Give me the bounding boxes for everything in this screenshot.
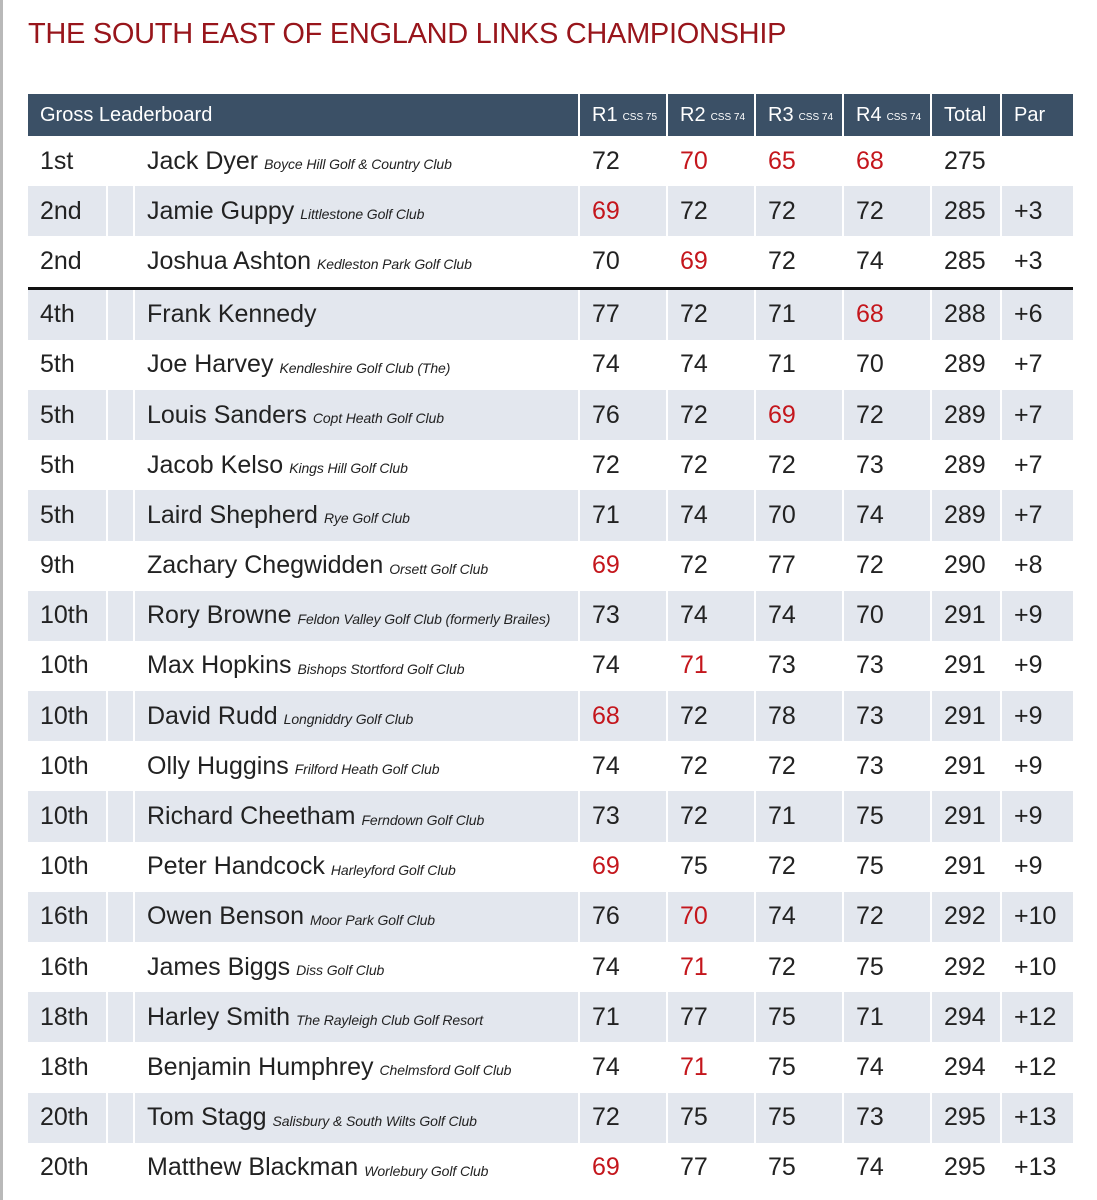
round-1-score: 71 (580, 992, 668, 1042)
header-round-4 (844, 94, 932, 136)
club-name: Salisbury & South Wilts Golf Club (272, 1112, 477, 1129)
position-cell: 10th (28, 691, 108, 741)
par-score: +9 (1014, 802, 1043, 831)
table-row (28, 290, 1073, 340)
player-name: David Rudd (147, 701, 278, 730)
par-score: +7 (1014, 400, 1043, 429)
player-name: Rory Browne (147, 601, 292, 630)
round-4-score: 70 (856, 350, 884, 379)
club-name: Littlestone Golf Club (300, 206, 425, 223)
round-3-score: 75 (768, 1052, 796, 1081)
par-score: +12 (1014, 1052, 1057, 1081)
club-name: Feldon Valley Golf Club (formerly Brailes) (297, 610, 551, 627)
table-row (28, 691, 1073, 741)
position-cell: 5th (28, 490, 108, 540)
round-1-score: 74 (592, 751, 620, 780)
round-2-score: 74 (668, 490, 756, 540)
round-4-score: 74 (856, 1153, 884, 1182)
page-title: THE SOUTH EAST OF ENGLAND LINKS CHAMPIONSHIP (28, 18, 787, 50)
round-1-score: 74 (592, 350, 620, 379)
page-edge (0, 0, 3, 1200)
round-2-score: 72 (680, 551, 708, 580)
round-2-score: 71 (680, 952, 708, 981)
player-cell (135, 1143, 580, 1193)
round-2-score: 69 (680, 246, 708, 275)
club-name: Orsett Golf Club (389, 560, 489, 577)
table-row (28, 791, 1073, 841)
club-name: Moor Park Golf Club (310, 911, 435, 928)
player-cell (135, 741, 580, 791)
table-row (28, 340, 1073, 390)
spacer-cell (108, 791, 135, 841)
round-3-score: 72 (768, 852, 796, 881)
spacer-cell (108, 390, 135, 440)
table-row (28, 892, 1073, 942)
par-score: +3 (1014, 196, 1043, 225)
round-1-score: 72 (580, 1093, 668, 1143)
total-score: 289 (932, 490, 1002, 540)
round-css: CSS 74 (798, 112, 834, 123)
round-4-score: 73 (856, 450, 884, 479)
table-row (28, 490, 1073, 540)
par-score: +9 (1014, 651, 1043, 680)
player-name: Benjamin Humphrey (147, 1052, 374, 1081)
round-2-score: 70 (668, 892, 756, 942)
round-3-score: 71 (768, 350, 796, 379)
round-1-score: 74 (592, 651, 620, 680)
spacer-cell (108, 992, 135, 1042)
round-1-score: 74 (592, 1052, 620, 1081)
position-cell: 5th (40, 350, 75, 379)
table-row (28, 942, 1073, 992)
player-name: Richard Cheetham (147, 802, 356, 831)
total-score: 291 (932, 691, 1002, 741)
player-cell (135, 641, 580, 691)
par-score: +13 (1014, 1103, 1057, 1132)
par-score: +9 (1014, 751, 1043, 780)
spacer-cell (108, 842, 135, 892)
spacer-cell (108, 1042, 135, 1092)
position-cell: 18th (28, 992, 108, 1042)
total-score: 291 (944, 651, 986, 680)
spacer-cell (108, 691, 135, 741)
par-score: +7 (1014, 500, 1043, 529)
table-header (28, 94, 1073, 136)
table-row (28, 1042, 1073, 1092)
round-2-score: 72 (680, 751, 708, 780)
player-name: Frank Kennedy (147, 300, 317, 329)
spacer-cell (108, 641, 135, 691)
table-row (28, 440, 1073, 490)
round-3-score: 72 (768, 450, 796, 479)
player-cell (135, 1093, 580, 1143)
club-name: Worlebury Golf Club (364, 1162, 489, 1179)
club-name: Copt Heath Golf Club (312, 410, 444, 427)
position-cell: 10th (40, 651, 89, 680)
round-3-score: 75 (756, 1093, 844, 1143)
player-cell (135, 942, 580, 992)
position-cell: 2nd (28, 186, 108, 236)
club-name: Kendleshire Golf Club (The) (279, 359, 451, 376)
par-score: +9 (1014, 601, 1043, 630)
header-round-1 (580, 94, 668, 136)
player-name: Joshua Ashton (147, 246, 312, 275)
total-score: 292 (932, 892, 1002, 942)
round-1-score: 71 (580, 490, 668, 540)
round-label: R1 (592, 103, 618, 126)
round-label: R4 (856, 103, 882, 126)
player-name: James Biggs (147, 952, 291, 981)
player-cell (135, 842, 580, 892)
round-2-score: 74 (668, 591, 756, 641)
player-name: Peter Handcock (147, 852, 325, 881)
par-score: +10 (1014, 902, 1057, 931)
round-3-score: 78 (756, 691, 844, 741)
player-cell (135, 691, 580, 741)
round-2-score: 71 (680, 651, 708, 680)
position-cell: 10th (40, 852, 89, 881)
round-4-score: 75 (844, 791, 932, 841)
spacer-cell (108, 1093, 135, 1143)
total-score: 294 (944, 1052, 986, 1081)
round-1-score: 72 (592, 450, 620, 479)
round-2-score: 75 (668, 1093, 756, 1143)
par-score: +13 (1014, 1153, 1057, 1182)
round-4-score: 72 (856, 551, 884, 580)
spacer-cell (108, 440, 135, 490)
round-3-score: 71 (756, 290, 844, 340)
round-label: R3 (768, 103, 794, 126)
player-cell (135, 490, 580, 540)
round-2-score: 72 (668, 791, 756, 841)
table-row (28, 741, 1073, 791)
player-name: Olly Huggins (147, 751, 289, 780)
round-3-score: 65 (768, 146, 796, 175)
table-row (28, 1093, 1073, 1143)
player-cell (135, 791, 580, 841)
table-row (28, 390, 1073, 440)
total-score: 289 (944, 450, 986, 479)
par-score: +7 (1014, 350, 1043, 379)
position-cell: 10th (40, 751, 89, 780)
round-2-score: 77 (680, 1153, 708, 1182)
round-3-score: 71 (756, 791, 844, 841)
position-cell: 10th (28, 591, 108, 641)
spacer-cell (108, 591, 135, 641)
position-cell: 4th (28, 290, 108, 340)
round-4-score: 71 (844, 992, 932, 1042)
round-3-score: 74 (756, 591, 844, 641)
club-name: Boyce Hill Golf & Country Club (264, 156, 452, 173)
table-row (28, 541, 1073, 591)
spacer-cell (108, 942, 135, 992)
position-cell: 1st (40, 146, 74, 175)
position-cell: 2nd (40, 246, 82, 275)
total-score: 291 (944, 751, 986, 780)
position-cell: 10th (28, 791, 108, 841)
round-3-score: 70 (756, 490, 844, 540)
player-cell (135, 1042, 580, 1092)
club-name: Rye Golf Club (323, 510, 410, 527)
player-name: Matthew Blackman (147, 1153, 359, 1182)
round-1-score: 76 (580, 390, 668, 440)
spacer-cell (108, 186, 135, 236)
club-name: Longniddry Golf Club (283, 711, 414, 728)
round-4-score: 70 (844, 591, 932, 641)
club-name: Kings Hill Golf Club (289, 460, 408, 477)
par-score: +12 (1014, 1002, 1057, 1031)
total-score: 291 (932, 791, 1002, 841)
position-cell: 5th (28, 390, 108, 440)
spacer-cell (108, 290, 135, 340)
round-2-score: 72 (668, 290, 756, 340)
round-label: R2 (680, 103, 706, 126)
position-cell: 16th (28, 892, 108, 942)
position-cell: 20th (28, 1093, 108, 1143)
club-name: Bishops Stortford Golf Club (297, 660, 465, 677)
player-cell (135, 186, 580, 236)
table-row (28, 236, 1073, 289)
round-1-score: 76 (580, 892, 668, 942)
club-name: Chelmsford Golf Club (379, 1062, 512, 1079)
total-score: 288 (932, 290, 1002, 340)
round-1-score: 73 (580, 591, 668, 641)
header-round-3 (756, 94, 844, 136)
round-4-score: 74 (856, 246, 884, 275)
round-3-score: 72 (756, 186, 844, 236)
player-name: Zachary Chegwidden (147, 551, 384, 580)
position-cell: 5th (40, 450, 75, 479)
spacer-cell (108, 892, 135, 942)
round-2-score: 77 (668, 992, 756, 1042)
round-4-score: 75 (856, 852, 884, 881)
round-2-score: 70 (680, 146, 708, 175)
total-score: 289 (944, 350, 986, 379)
leaderboard-table (28, 94, 1073, 1193)
table-row (28, 992, 1073, 1042)
round-1-score: 69 (592, 852, 620, 881)
round-1-score: 68 (580, 691, 668, 741)
position-cell: 18th (40, 1052, 89, 1081)
round-4-score: 74 (844, 490, 932, 540)
spacer-cell (108, 136, 135, 186)
position-cell: 16th (40, 952, 89, 981)
round-4-score: 72 (844, 186, 932, 236)
player-cell (135, 992, 580, 1042)
par-score: +9 (1014, 852, 1043, 881)
total-score: 285 (944, 246, 986, 275)
round-4-score: 75 (856, 952, 884, 981)
table-row (28, 842, 1073, 892)
club-name: Kedleston Park Golf Club (317, 256, 472, 273)
round-css: CSS 74 (886, 112, 922, 123)
total-score: 292 (944, 952, 986, 981)
club-name: Ferndown Golf Club (361, 811, 485, 828)
total-score: 289 (932, 390, 1002, 440)
total-score: 275 (944, 146, 986, 175)
player-name: Joe Harvey (147, 350, 274, 379)
round-3-score: 77 (768, 551, 796, 580)
player-name: Owen Benson (147, 902, 305, 931)
total-score: 290 (944, 551, 986, 580)
round-3-score: 72 (768, 952, 796, 981)
spacer-cell (108, 741, 135, 791)
round-2-score: 72 (668, 390, 756, 440)
spacer-cell (108, 340, 135, 390)
player-cell (135, 290, 580, 340)
position-cell: 20th (40, 1153, 89, 1182)
par-score: +7 (1014, 450, 1043, 479)
round-4-score: 73 (856, 751, 884, 780)
table-row (28, 641, 1073, 691)
round-2-score: 71 (680, 1052, 708, 1081)
round-3-score: 75 (756, 992, 844, 1042)
round-3-score: 72 (768, 751, 796, 780)
par-score: +6 (1014, 300, 1043, 329)
round-1-score: 70 (592, 246, 620, 275)
table-row (28, 591, 1073, 641)
round-1-score: 69 (592, 551, 620, 580)
round-2-score: 74 (680, 350, 708, 379)
round-3-score: 72 (768, 246, 796, 275)
round-3-score: 69 (756, 390, 844, 440)
total-score: 285 (932, 186, 1002, 236)
player-name: Tom Stagg (147, 1103, 267, 1132)
player-cell (135, 340, 580, 390)
table-row (28, 1143, 1073, 1193)
club-name: Frilford Heath Golf Club (294, 761, 440, 778)
player-cell (135, 390, 580, 440)
round-4-score: 72 (844, 390, 932, 440)
total-score: 295 (932, 1093, 1002, 1143)
header-round-2 (668, 94, 756, 136)
round-4-score: 68 (856, 146, 884, 175)
par-score: +10 (1014, 952, 1057, 981)
round-1-score: 73 (580, 791, 668, 841)
header-total: Total (932, 94, 1002, 136)
round-2-score: 75 (680, 852, 708, 881)
round-1-score: 69 (592, 1153, 620, 1182)
club-name: The Rayleigh Club Golf Resort (296, 1012, 484, 1029)
player-name: Louis Sanders (147, 400, 307, 429)
player-cell (135, 136, 580, 186)
par-score: +9 (1014, 701, 1043, 730)
total-score: 294 (932, 992, 1002, 1042)
table-row (28, 136, 1073, 186)
header-par: Par (1014, 103, 1046, 126)
player-cell (135, 892, 580, 942)
player-cell (135, 541, 580, 591)
round-2-score: 72 (668, 691, 756, 741)
player-cell (135, 236, 580, 286)
table-body (28, 136, 1073, 1193)
club-name: Diss Golf Club (296, 962, 385, 979)
round-3-score: 74 (756, 892, 844, 942)
club-name: Harleyford Golf Club (330, 861, 456, 878)
total-score: 295 (944, 1153, 986, 1182)
player-name: Jacob Kelso (147, 450, 284, 479)
par-score: +3 (1014, 246, 1043, 275)
spacer-cell (108, 541, 135, 591)
player-name: Jamie Guppy (147, 196, 295, 225)
round-4-score: 74 (856, 1052, 884, 1081)
player-cell (135, 440, 580, 490)
round-4-score: 68 (844, 290, 932, 340)
round-4-score: 73 (844, 1093, 932, 1143)
total-score: 291 (944, 852, 986, 881)
round-4-score: 73 (844, 691, 932, 741)
player-cell (135, 591, 580, 641)
table-row (28, 186, 1073, 236)
round-3-score: 73 (768, 651, 796, 680)
player-name: Jack Dyer (147, 146, 259, 175)
round-css: CSS 75 (622, 112, 658, 123)
header-board-label: Gross Leaderboard (28, 94, 580, 136)
round-4-score: 72 (844, 892, 932, 942)
round-3-score: 75 (768, 1153, 796, 1182)
round-1-score: 74 (592, 952, 620, 981)
round-4-score: 73 (856, 651, 884, 680)
par-score: +8 (1014, 551, 1043, 580)
round-1-score: 72 (592, 146, 620, 175)
round-1-score: 69 (580, 186, 668, 236)
position-cell: 9th (40, 551, 75, 580)
round-1-score: 77 (580, 290, 668, 340)
round-2-score: 72 (668, 186, 756, 236)
total-score: 291 (932, 591, 1002, 641)
spacer-cell (108, 490, 135, 540)
player-name: Max Hopkins (147, 651, 292, 680)
player-name: Laird Shepherd (147, 500, 318, 529)
par-score (1002, 136, 1072, 186)
round-2-score: 72 (680, 450, 708, 479)
player-name: Harley Smith (147, 1002, 291, 1031)
round-css: CSS 74 (710, 112, 746, 123)
spacer-cell (108, 236, 135, 286)
spacer-cell (108, 1143, 135, 1193)
